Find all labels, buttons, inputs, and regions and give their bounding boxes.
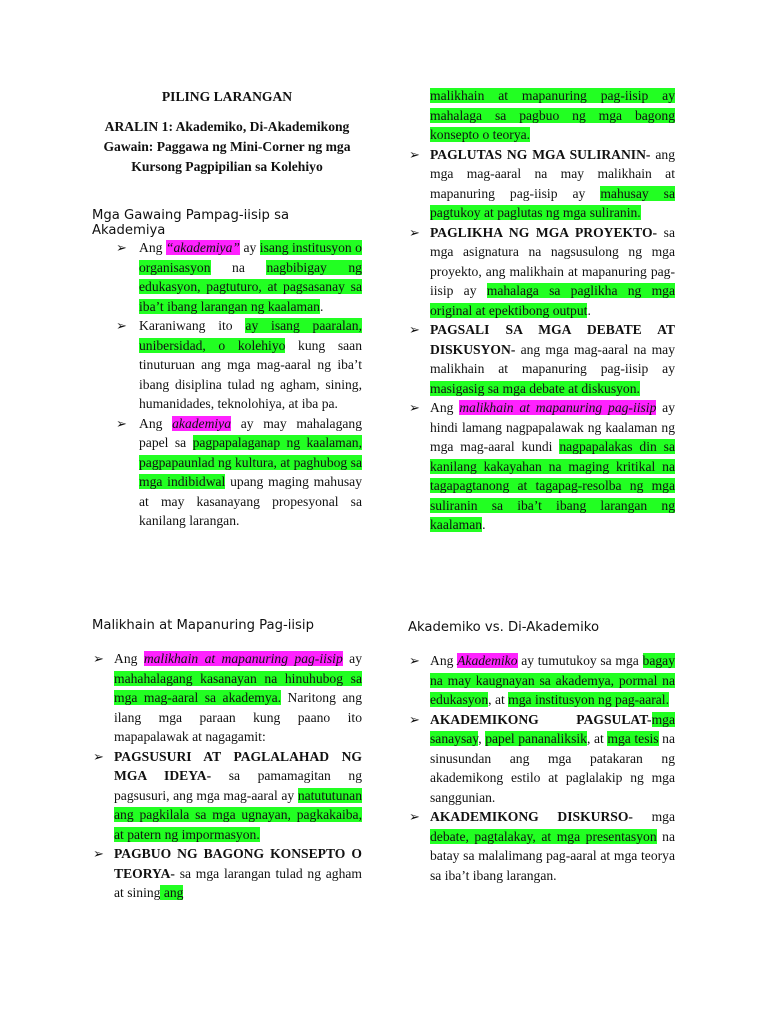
- akademiko-list: [408, 651, 675, 885]
- highlight-text: natututunan ang pagkilala sa mga ugnayan, pagkakaiba, at patern ng impormasyon.: [114, 787, 362, 842]
- arrow-bullet-icon: ➢: [93, 651, 104, 666]
- highlight-text: bagay na may kaugnayan sa akademya, pormal na edukasyon: [430, 653, 675, 707]
- list-item: ➢ Ang malikhain at mapanuring pag-iisip ay hindi lamang nagpapalawak ng kaalaman ng mga mag-aaral kundi nagpapalakas din sa kanilang kakayahan na maging kritikal na tagapagtanong at tagapag-resolba ng mga suliranin sa iba’t ibang larangan ng kaalaman.: [409, 400, 676, 532]
- highlight-text: mga tesis: [607, 731, 659, 746]
- highlight-text: papel pananaliksik: [485, 731, 587, 746]
- highlight-text: mga sanaysay: [430, 711, 675, 746]
- highlight-text-part1: ang: [160, 885, 184, 900]
- highlight-text: masigasig sa mga debate at diskusyon.: [430, 380, 640, 396]
- arrow-bullet-icon: ➢: [409, 653, 420, 668]
- arrow-bullet-icon: ➢: [116, 415, 127, 431]
- highlight-text: mahusay sa pagtukoy at paglutas ng mga suliranin.: [430, 185, 675, 220]
- highlight-text: mahalaga sa paglikha ng mga original at epektibong output: [430, 283, 675, 318]
- highlight-text: isang institusyon o organisasyon: [139, 240, 362, 275]
- arrow-bullet-icon: ➢: [93, 846, 104, 861]
- arrow-bullet-icon: ➢: [409, 400, 420, 415]
- highlight-text-part2: malikhain at mapanuring pag-iisip ay mahalaga sa pagbuo ng mga bagong konsepto o teorya.: [430, 88, 675, 142]
- highlight-term: malikhain at mapanuring pag-iisip: [143, 651, 343, 666]
- arrow-bullet-icon: ➢: [409, 809, 420, 824]
- malikhain-list-part2: [408, 86, 675, 535]
- list-item: ➢ PAGLUTAS NG MGA SULIRANIN- ang mga mag-aaral na may malikhain at mapanuring pag-iisip ay mahusay sa pagtukoy at paglutas ng mga suliranin.: [409, 146, 675, 220]
- list-item: ➢ PAGLIKHA NG MGA PROYEKTO- sa mga asignatura na nagsusulong ng mga proyekto, ang malikhain at mapanuring pag-iisip ay mahalaga sa paglikha ng mga original at epektibong output.: [409, 224, 675, 318]
- arrow-bullet-icon: ➢: [409, 224, 420, 240]
- malikhain-list-part1: [92, 649, 362, 903]
- highlight-text: mahahalagang kasanayan na hinuhubog sa mga mag-aaral sa akademya.: [114, 670, 362, 705]
- highlight-text: nagbibigay ng edukasyon, pagtuturo, at pagsasanay sa iba’t ibang larangan ng kaalaman: [139, 259, 362, 314]
- highlight-text: pagpapalaganap ng kaalaman, pagpapaunlad ng kultura, at paghubog sa mga indibidwal: [139, 435, 362, 489]
- arrow-bullet-icon: ➢: [116, 240, 127, 255]
- highlight-text: ay isang paaralan, unibersidad, o kolehiyo: [139, 318, 362, 353]
- arrow-bullet-icon: ➢: [409, 711, 420, 727]
- highlight-term: malikhain at mapanuring pag-iisip: [459, 400, 657, 415]
- arrow-bullet-icon: ➢: [116, 318, 127, 333]
- section-heading-akademiko: Akademiko vs. Di-Akademiko: [408, 620, 600, 635]
- arrow-bullet-icon: ➢: [409, 322, 420, 337]
- highlight-term: “akademiya”: [165, 240, 240, 255]
- list-item: ➢ PAGSUSURI AT PAGLALAHAD NG MGA IDEYA- sa pamamagitan ng pagsusuri, ang mga mag-aaral ay natututunan ang pagkilala sa mga ugnayan, pagkakaiba, at patern ng impormasyon.: [93, 748, 362, 842]
- arrow-bullet-icon: ➢: [93, 748, 104, 764]
- list-item: ➢ Ang “akademiya” ay isang institusyon o organisasyon na nagbibigay ng edukasyon, pagtuturo, at pagsasanay sa iba’t ibang larangan ng kaalaman.: [116, 240, 362, 314]
- section-heading-gawain: Mga Gawaing Pampag-iisip sa Akademiya: [92, 208, 290, 238]
- highlight-term: Akademiko: [457, 653, 518, 668]
- highlight-term: akademiya: [172, 415, 231, 431]
- highlight-text: nagpapalakas din sa kanilang kakayahan na maging kritikal na tagapagtanong at tagapag-resolba ng mga suliranin sa iba’t ibang larangan ng kaalaman: [430, 439, 675, 532]
- list-item: ➢ Ang Akademiko ay tumutukoy sa mga bagay na may kaugnayan sa akademya, pormal na edukasyon, at mga institusyon ng pag-aaral.: [409, 653, 675, 707]
- section-heading-malikhain: Malikhain at Mapanuring Pag-iisip: [92, 618, 314, 633]
- list-item: ➢ Ang akademiya ay may mahalagang papel sa pagpapalaganap ng kaalaman, pagpapaunlad ng kultura, at paghubog sa mga indibidwal upang maging mahusay at may kasanayang propesyonal sa kanilang larangan.: [116, 415, 363, 528]
- highlight-text: debate, pagtalakay, at mga presentasyon: [430, 828, 657, 844]
- list-item-continued: ➢ PAGBUO NG BAGONG KONSEPTO O TEORYA- sa mga larangan tulad ng agham at sining ang: [93, 846, 362, 900]
- list-item: ➢ Ang malikhain at mapanuring pag-iisip ay mahahalagang kasanayan na hinuhubog sa mga mag-aaral sa akademya. Naritong ang ilang mga paraan kung paano ito mapapalawak at nagagamit:: [93, 651, 362, 744]
- list-item: ➢ PAGSALI SA MGA DEBATE AT DISKUSYON- ang mga mag-aaral na may malikhain at mapanuring pag-iisip ay masigasig sa mga debate at diskusyon.: [409, 322, 675, 396]
- list-item: ➢ AKADEMIKONG PAGSULAT-mga sanaysay, papel pananaliksik, at mga tesis na sinusundan ang mga patakaran ng akademikong estilo at paglalakip ng mga sanggunian.: [409, 711, 675, 805]
- arrow-bullet-icon: ➢: [409, 146, 420, 162]
- list-item-continuation: [408, 86, 675, 145]
- page-title: PILING LARANGAN: [161, 89, 293, 104]
- list-item: ➢ AKADEMIKONG DISKURSO- mga debate, pagtalakay, at mga presentasyon na batay sa malalimang pag-aaral at mga teorya sa iba’t ibang larangan.: [409, 809, 675, 883]
- highlight-text: mga institusyon ng pag-aaral.: [508, 692, 669, 707]
- lesson-title: ARALIN 1: Akademiko, Di-Akademikong Gawain: Paggawa ng Mini-Corner ng mga Kursong Pagpipilian sa Kolehiyo: [103, 119, 351, 174]
- gawain-list: [92, 238, 362, 531]
- list-item: ➢ Karaniwang ito ay isang paaralan, unibersidad, o kolehiyo kung saan tinuturuan ang mga mag-aaral ng iba’t ibang disiplina tulad ng agham, sining, humanidades, teknolohiya, at iba pa.: [116, 318, 362, 411]
